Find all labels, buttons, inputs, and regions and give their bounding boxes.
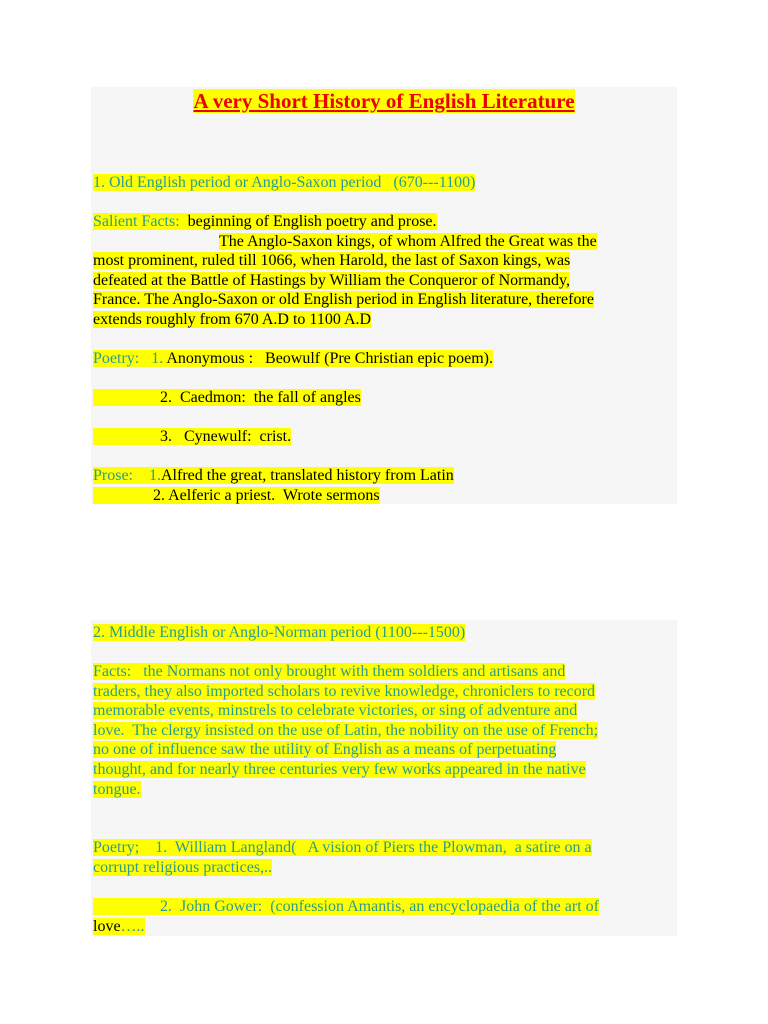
section1-facts: Salient Facts: beginning of English poetry and prose. The Anglo-Saxon kings, of whom Alfred the Great was the most prominent, ruled till 1066, when Harold, the last of Saxon kings, was defeated at the Battle of Hastings by William the Conqueror of Normandy, France. The Anglo-Saxon or old English period in English literature, therefore extends roughly from 670 A.D to 1100 A.D [93,213,597,328]
section1-heading: 1. Old English period or Anglo-Saxon period (670---1100) [93,174,476,191]
section2-poetry-item-2: 2. John Gower: (confession Amantis, an encyclopaedia of the art of love….. [93,898,599,935]
section1-prose: Prose: 1.Alfred the great, translated history from Latin 2. Aelferic a priest. Wrote sermons [93,467,454,504]
page-title: A very Short History of English Literature [193,89,575,113]
section1-poetry-item-1: Poetry: 1. Anonymous : Beowulf (Pre Christian epic poem). [93,350,493,367]
section2-facts: Facts: the Normans not only brought with them soldiers and artisans and traders, they also imported scholars to revive knowledge, chroniclers to record memorable events, minstrels to celebrate victories, or sing of adventure and love. The clergy insisted on the use of Latin, the nobility on the use of French; no one of influence saw the utility of English as a means of perpetuating thought, and for nearly three centuries very few works appeared in the native tongue. [93,663,599,798]
section1-poetry-item-2: 2. Caedmon: the fall of angles [93,388,675,408]
section2-heading: 2. Middle English or Anglo-Norman period (1100---1500) [93,624,466,641]
section1-poetry-item-3: 3. Cynewulf: crist. [93,427,675,447]
section2-poetry-item-1: Poetry; 1. William Langland( A vision of Piers the Plowman, a satire on a corrupt religious practices,.. [93,839,592,876]
